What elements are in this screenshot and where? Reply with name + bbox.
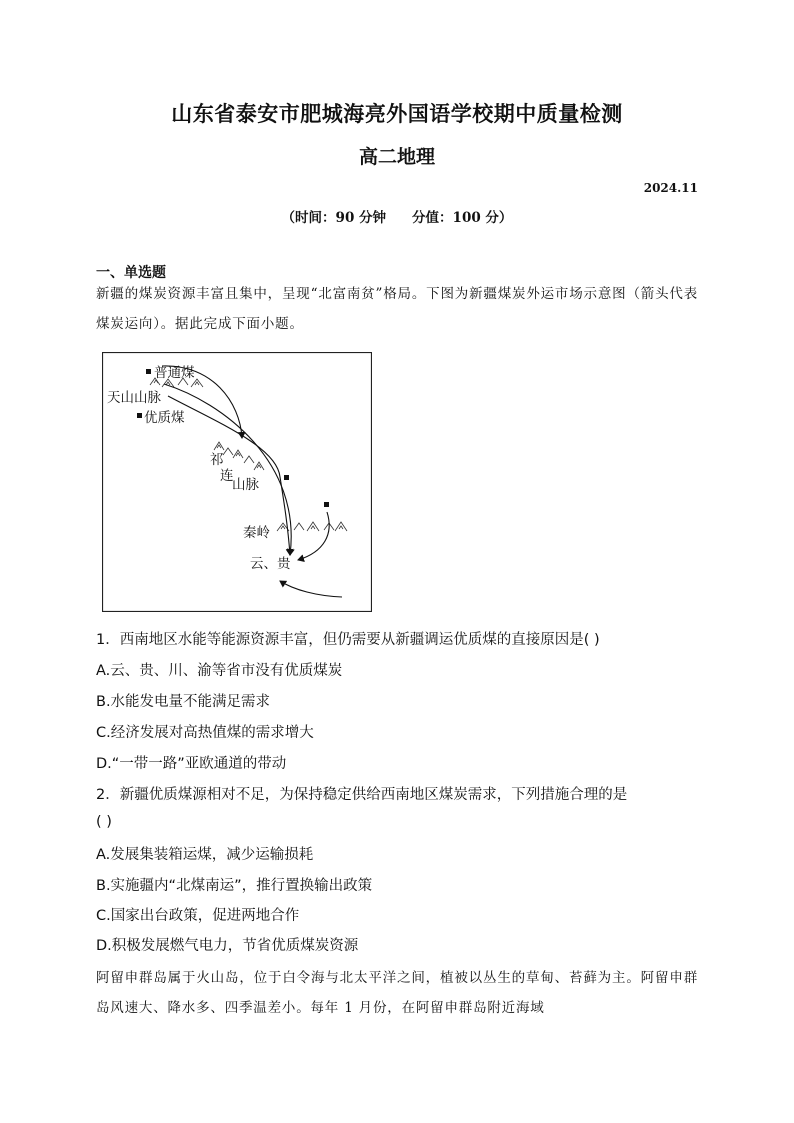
question-2-option-a: A.发展集装箱运煤，减少运输损耗 (96, 847, 314, 863)
question-1-stem: 1．西南地区水能等能源资源丰富，但仍需要从新疆调运优质煤的直接原因是( ) (96, 632, 600, 648)
exam-meta (0, 206, 794, 226)
question-2-option-b: B.实施疆内“北煤南运”，推行置换输出政策 (96, 878, 373, 894)
exam-time: （时间：90 分钟 (281, 210, 387, 226)
coal-transport-map (102, 352, 372, 612)
question-2-stem-cont: ( ) (96, 814, 112, 830)
intro-paragraph-1: 新疆的煤炭资源丰富且集中，呈现“北富南贫”格局。下图为新疆煤炭外运市场示意图（箭头代表煤炭运向）。据此完成下面小题。 (96, 286, 698, 332)
page-title: 山东省泰安市肥城海亮外国语学校期中质量检测 (171, 102, 623, 126)
common-coal-marker (146, 369, 151, 374)
intro-paragraph-2: 阿留申群岛属于火山岛，位于白令海与北太平洋之间，植被以丛生的草甸、苔藓为主。阿留申群岛风速大、降水多、四季温差小。每年 1 月份，在阿留申群岛附近海域 (96, 970, 698, 1016)
question-1-option-b: B.水能发电量不能满足需求 (96, 694, 271, 710)
question-1-option-c: C.经济发展对高热值煤的需求增大 (96, 725, 314, 741)
question-1-option-a: A.云、贵、川、渝等省市没有优质煤炭 (96, 663, 343, 679)
label-tianshan: 天山山脉 (107, 390, 161, 405)
label-qilian-1: 祁 (210, 452, 224, 467)
label-qilian-2: 连 (220, 468, 234, 483)
label-qilian-3: 山脉 (232, 477, 259, 492)
qilian-coal-marker (284, 475, 289, 480)
label-qinling: 秦岭 (243, 525, 270, 540)
label-quality-coal: 优质煤 (144, 410, 185, 425)
quality-coal-marker (137, 413, 142, 418)
label-yungui: 云、贵 (250, 556, 291, 571)
label-common-coal: 普通煤 (154, 365, 195, 380)
question-2-stem: 2．新疆优质煤源相对不足，为保持稳定供给西南地区煤炭需求，下列措施合理的是 (96, 787, 628, 803)
page-subtitle: 高二地理 (358, 146, 435, 168)
question-2-option-d: D.积极发展燃气电力，节省优质煤炭资源 (96, 938, 359, 954)
question-2-option-c: C.国家出台政策，促进两地合作 (96, 908, 300, 924)
qinling-coal-marker (324, 502, 329, 507)
exam-date: 2024.11 (643, 181, 698, 195)
exam-score: 分值：100 分） (412, 210, 513, 226)
section-heading: 一、单选题 (96, 265, 166, 281)
question-1-option-d: D.“一带一路”亚欧通道的带动 (96, 756, 287, 772)
